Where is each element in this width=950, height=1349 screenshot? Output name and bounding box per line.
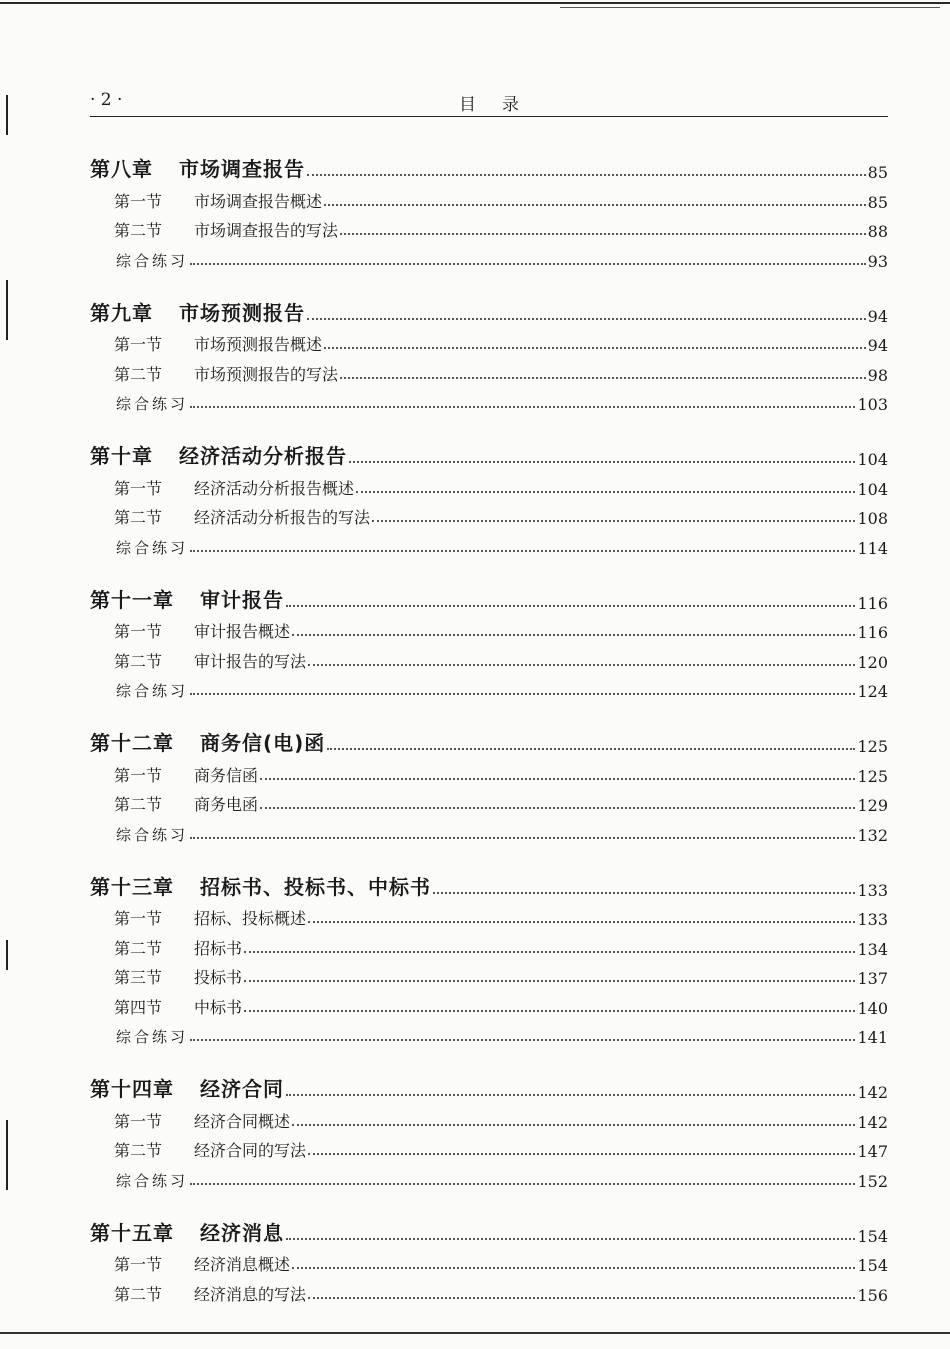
- section-number: 第二节: [114, 1141, 163, 1160]
- section-label: [114, 1282, 306, 1305]
- page-ref: 133: [857, 880, 888, 900]
- section-number: 第二节: [114, 1284, 163, 1304]
- dot-leader: [292, 1267, 855, 1269]
- section-number: 第一节: [114, 335, 163, 354]
- chapter-block: [90, 1212, 888, 1305]
- chapter-block: [90, 579, 888, 702]
- section-title: 经济消息概述: [194, 1255, 291, 1274]
- header-title: 目录: [459, 95, 545, 115]
- exercise-label: 综合练习: [116, 1171, 189, 1190]
- section-number: 第一节: [114, 478, 163, 498]
- toc-section-entry[interactable]: [90, 499, 888, 529]
- page-ref: 137: [857, 969, 888, 988]
- table-of-contents: [90, 148, 888, 1326]
- dot-leader: [324, 347, 866, 349]
- page-ref: 120: [857, 652, 888, 672]
- dot-leader: [292, 1124, 855, 1126]
- toc-exercise-entry[interactable]: [90, 241, 888, 271]
- toc-section-entry[interactable]: [90, 326, 888, 356]
- page-ref: 108: [857, 509, 888, 528]
- page-ref: 129: [857, 796, 888, 815]
- exercise-label: 综合练习: [116, 825, 189, 844]
- chapter-title: 市场调查报告: [179, 157, 305, 181]
- section-number: 第二节: [114, 651, 163, 671]
- exercise-label: 综合练习: [116, 251, 189, 270]
- section-number: 第一节: [114, 765, 163, 785]
- toc-section-entry[interactable]: [90, 1102, 888, 1132]
- page-ref: 147: [857, 1142, 888, 1161]
- page-ref: 94: [867, 306, 888, 326]
- chapter-block: [90, 292, 888, 415]
- toc-chapter-entry[interactable]: [90, 435, 888, 469]
- section-title: 市场调查报告概述: [194, 191, 323, 211]
- section-number: 第一节: [114, 622, 163, 641]
- scan-edge-bottom: [0, 1332, 950, 1334]
- dot-leader: [308, 1153, 855, 1155]
- section-number: 第二节: [114, 364, 163, 384]
- exercise-label: 综合练习: [116, 538, 189, 557]
- page-ref: 104: [857, 450, 888, 469]
- chapter-title: 经济活动分析报告: [179, 444, 347, 468]
- dot-leader: [372, 520, 855, 522]
- section-title: 经济消息的写法: [194, 1284, 307, 1304]
- chapter-label: [90, 727, 325, 756]
- scan-margin-mark: [6, 940, 8, 970]
- section-title: 市场调查报告的写法: [194, 221, 339, 240]
- section-number: 第一节: [114, 909, 163, 928]
- toc-chapter-entry[interactable]: [90, 1068, 888, 1102]
- page-ref: 103: [857, 395, 888, 414]
- toc-exercise-entry[interactable]: [90, 815, 888, 845]
- chapter-label: [90, 584, 284, 613]
- exercise-label: 综合练习: [116, 395, 189, 413]
- chapter-label: [90, 871, 431, 900]
- section-number: 第二节: [114, 795, 163, 814]
- page-ref: 104: [857, 479, 888, 499]
- section-number: 第二节: [114, 938, 163, 958]
- dot-leader: [356, 491, 855, 493]
- dot-leader: [292, 634, 855, 636]
- scan-edge-top-secondary: [560, 7, 940, 8]
- toc-chapter-entry[interactable]: [90, 866, 888, 900]
- chapter-number: 第十二章: [90, 731, 174, 755]
- chapter-number: 第十三章: [90, 874, 174, 899]
- page-ref: 93: [867, 251, 888, 271]
- page-ref: 85: [867, 192, 888, 212]
- section-label: [114, 362, 338, 385]
- dot-leader: [286, 1094, 855, 1096]
- section-title: 市场预测报告概述: [194, 335, 323, 354]
- toc-section-entry[interactable]: [90, 469, 888, 499]
- toc-section-entry[interactable]: [90, 355, 888, 385]
- page-ref: 125: [857, 737, 888, 756]
- page-header: [90, 88, 888, 117]
- dot-leader: [286, 605, 855, 607]
- page-ref: 98: [867, 365, 888, 385]
- dot-leader: [190, 1183, 855, 1185]
- page-ref: 134: [857, 939, 888, 959]
- chapter-number: 第九章: [90, 300, 153, 325]
- section-label: [114, 1252, 290, 1275]
- chapter-title: 经济合同: [200, 1077, 284, 1101]
- chapter-label: [90, 1073, 284, 1102]
- page-ref: 141: [857, 1028, 888, 1047]
- toc-section-entry[interactable]: [90, 1246, 888, 1276]
- dot-leader: [433, 892, 855, 894]
- section-label: [114, 619, 290, 642]
- dot-leader: [308, 921, 855, 923]
- scan-margin-mark: [6, 1120, 8, 1190]
- toc-section-entry[interactable]: [90, 212, 888, 242]
- toc-section-entry[interactable]: [90, 1132, 888, 1162]
- dot-leader: [286, 1238, 855, 1240]
- section-title: 市场预测报告的写法: [194, 364, 339, 384]
- toc-section-entry[interactable]: [90, 182, 888, 212]
- toc-section-entry[interactable]: [90, 1275, 888, 1305]
- page-ref: 132: [857, 825, 888, 845]
- toc-section-entry[interactable]: [90, 642, 888, 672]
- toc-section-entry[interactable]: [90, 988, 888, 1018]
- section-title: 审计报告的写法: [194, 651, 307, 671]
- page-ref: 154: [857, 1256, 888, 1275]
- dot-leader: [327, 748, 855, 750]
- section-label: [114, 792, 258, 815]
- section-number: 第二节: [114, 508, 163, 527]
- chapter-block: [90, 866, 888, 1048]
- section-label: [114, 1109, 290, 1132]
- section-title: 中标书: [194, 997, 243, 1017]
- page-ref: 116: [857, 593, 888, 613]
- chapter-number: 第十章: [90, 444, 153, 468]
- dot-leader: [244, 980, 855, 982]
- toc-section-entry[interactable]: [90, 959, 888, 989]
- section-label: [114, 332, 322, 355]
- chapter-title: 审计报告: [200, 587, 284, 612]
- page-ref: 133: [857, 910, 888, 929]
- section-label: [114, 965, 242, 988]
- page-ref: 156: [857, 1285, 888, 1305]
- page-ref: 124: [857, 682, 888, 701]
- toc-section-entry[interactable]: [90, 900, 888, 930]
- page-ref: 125: [857, 766, 888, 786]
- exercise-label: 综合练习: [116, 682, 189, 700]
- toc-section-entry[interactable]: [90, 786, 888, 816]
- section-title: 投标书: [194, 968, 243, 987]
- toc-chapter-entry[interactable]: [90, 1212, 888, 1246]
- section-label: [114, 906, 306, 929]
- toc-chapter-entry[interactable]: [90, 292, 888, 326]
- dot-leader: [190, 1039, 855, 1041]
- chapter-block: [90, 148, 888, 271]
- page-ref: 116: [857, 623, 888, 642]
- toc-chapter-entry[interactable]: [90, 722, 888, 756]
- toc-exercise-entry[interactable]: [90, 1018, 888, 1048]
- chapter-title: 经济消息: [200, 1220, 284, 1245]
- chapter-label: [90, 153, 305, 182]
- chapter-number: 第十五章: [90, 1220, 174, 1245]
- dot-leader: [324, 204, 866, 206]
- section-label: [114, 505, 370, 528]
- toc-chapter-entry[interactable]: [90, 148, 888, 182]
- toc-section-entry[interactable]: [90, 613, 888, 643]
- dot-leader: [260, 807, 855, 809]
- page-ref: 94: [867, 336, 888, 355]
- section-label: [114, 649, 306, 672]
- page-ref: 114: [857, 538, 888, 558]
- chapter-label: [90, 1217, 284, 1246]
- dot-leader: [190, 837, 855, 839]
- dot-leader: [340, 233, 866, 235]
- section-label: [114, 476, 354, 499]
- chapter-title: 招标书、投标书、中标书: [200, 874, 431, 899]
- page-ref: 152: [857, 1171, 888, 1191]
- chapter-number: 第十一章: [90, 587, 174, 612]
- dot-leader: [260, 778, 855, 780]
- dot-leader: [307, 318, 866, 320]
- dot-leader: [190, 263, 866, 265]
- section-title: 经济活动分析报告概述: [194, 478, 355, 498]
- page-ref: 85: [867, 163, 888, 182]
- section-title: 招标书: [194, 938, 243, 958]
- toc-section-entry[interactable]: [90, 929, 888, 959]
- chapter-block: [90, 1068, 888, 1191]
- section-label: [114, 1138, 306, 1161]
- scan-margin-mark: [6, 280, 8, 340]
- chapter-title: 市场预测报告: [179, 300, 305, 325]
- dot-leader: [190, 406, 855, 408]
- toc-chapter-entry[interactable]: [90, 579, 888, 613]
- chapter-label: [90, 440, 347, 469]
- scan-edge-top: [0, 2, 950, 4]
- toc-exercise-entry[interactable]: [90, 528, 888, 558]
- section-title: 审计报告概述: [194, 622, 291, 641]
- dot-leader: [308, 1297, 855, 1299]
- section-number: 第一节: [114, 1255, 163, 1274]
- section-title: 经济活动分析报告的写法: [194, 508, 371, 527]
- page-ref: 154: [857, 1226, 888, 1246]
- section-label: [114, 763, 258, 786]
- chapter-block: [90, 435, 888, 558]
- page-ref: 142: [857, 1083, 888, 1102]
- dot-leader: [244, 951, 855, 953]
- page-number: · 2 ·: [90, 90, 123, 110]
- section-title: 招标、投标概述: [194, 909, 307, 928]
- dot-leader: [307, 174, 866, 176]
- page-ref: 88: [867, 222, 888, 241]
- chapter-label: [90, 297, 305, 326]
- toc-exercise-entry[interactable]: [90, 1161, 888, 1191]
- dot-leader: [190, 693, 855, 695]
- chapter-number: 第十四章: [90, 1077, 174, 1101]
- toc-section-entry[interactable]: [90, 756, 888, 786]
- toc-exercise-entry[interactable]: [90, 385, 888, 415]
- section-number: 第一节: [114, 1111, 163, 1131]
- dot-leader: [190, 550, 855, 552]
- dot-leader: [308, 664, 855, 666]
- section-number: 第四节: [114, 997, 163, 1017]
- dot-leader: [340, 377, 866, 379]
- page-ref: 142: [857, 1112, 888, 1132]
- section-title: 商务电函: [194, 795, 259, 814]
- section-title: 经济合同概述: [194, 1111, 291, 1131]
- section-label: [114, 218, 338, 241]
- page-ref: 140: [857, 998, 888, 1018]
- chapter-title: 商务信(电)函: [200, 731, 326, 755]
- section-title: 商务信函: [194, 765, 259, 785]
- chapter-number: 第八章: [90, 157, 153, 181]
- section-label: [114, 189, 322, 212]
- dot-leader: [244, 1010, 855, 1012]
- section-title: 经济合同的写法: [194, 1141, 307, 1160]
- section-label: [114, 995, 242, 1018]
- section-number: 第二节: [114, 221, 163, 240]
- section-number: 第三节: [114, 968, 163, 987]
- scan-margin-mark: [6, 95, 8, 135]
- dot-leader: [349, 461, 855, 463]
- chapter-block: [90, 722, 888, 845]
- section-label: [114, 936, 242, 959]
- exercise-label: 综合练习: [116, 1028, 189, 1046]
- toc-exercise-entry[interactable]: [90, 672, 888, 702]
- section-number: 第一节: [114, 191, 163, 211]
